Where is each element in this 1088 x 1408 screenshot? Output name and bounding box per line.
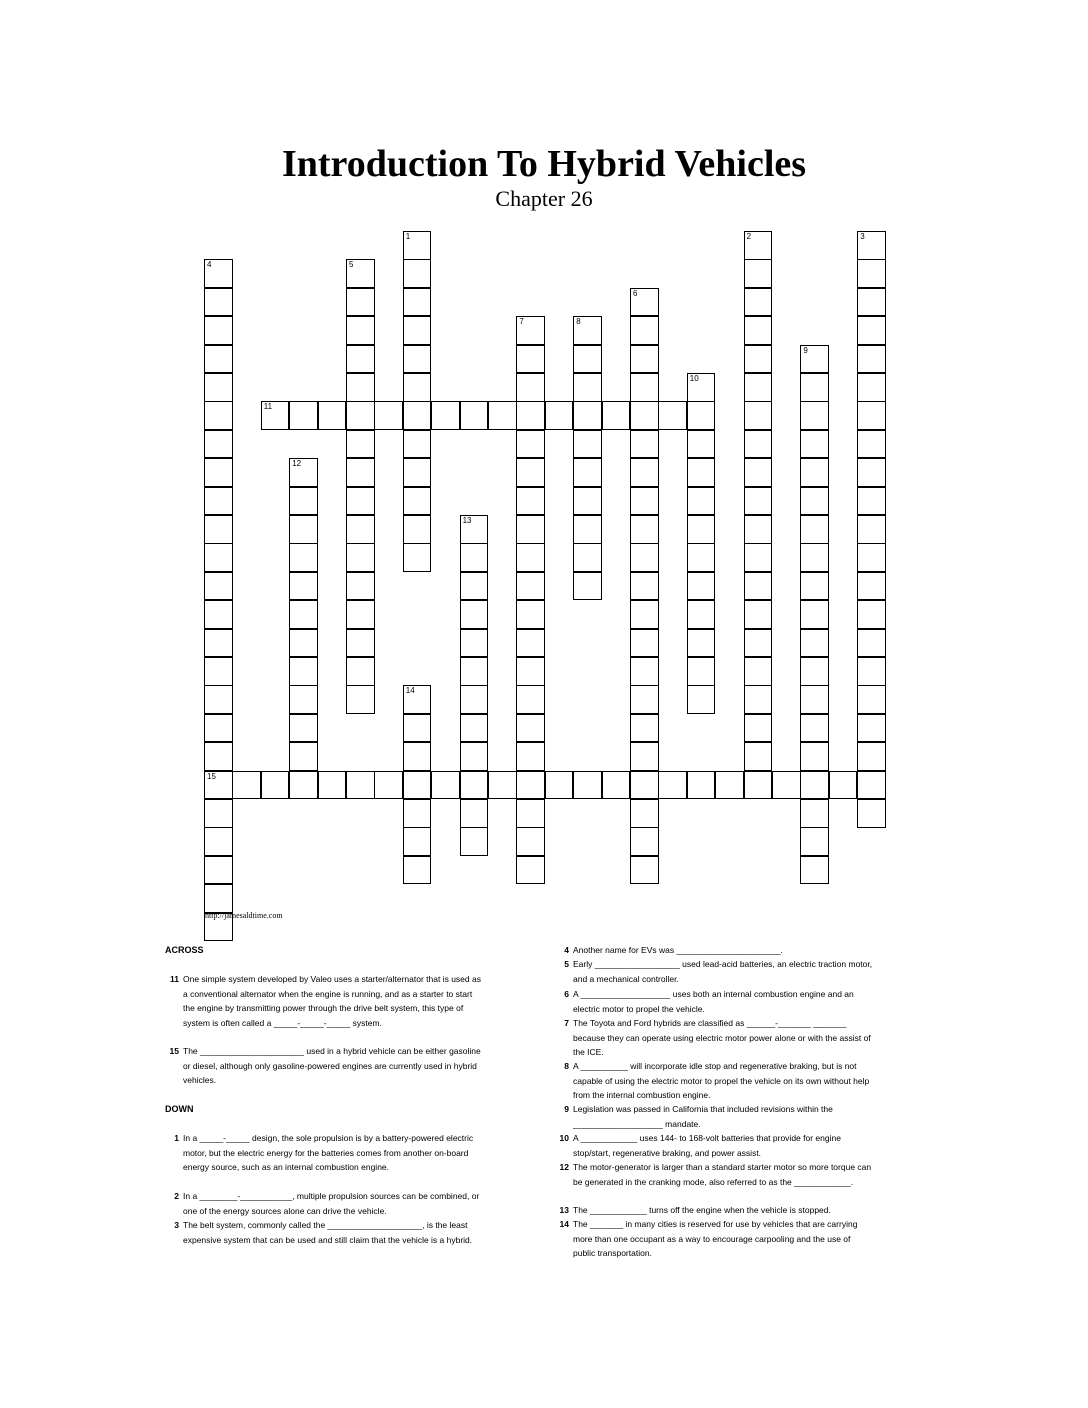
crossword-cell[interactable] bbox=[687, 657, 716, 686]
crossword-cell[interactable] bbox=[346, 657, 375, 686]
crossword-cell[interactable] bbox=[261, 401, 290, 430]
crossword-cell[interactable] bbox=[374, 771, 403, 800]
clue-number: 14 bbox=[559, 1219, 569, 1229]
crossword-cell[interactable] bbox=[460, 742, 489, 771]
cell-number: 5 bbox=[349, 260, 354, 270]
clue-down-2 bbox=[174, 1189, 483, 1218]
crossword-cell[interactable] bbox=[516, 827, 545, 856]
crossword-cell[interactable] bbox=[204, 771, 233, 800]
crossword-cell[interactable] bbox=[800, 629, 829, 658]
crossword-cell[interactable] bbox=[744, 515, 773, 544]
crossword-cell[interactable] bbox=[346, 487, 375, 516]
clue-down-1 bbox=[174, 1131, 483, 1175]
crossword-cell[interactable] bbox=[346, 430, 375, 459]
crossword-cell[interactable] bbox=[687, 458, 716, 487]
crossword-cell[interactable] bbox=[602, 771, 631, 800]
clue-down-14 bbox=[559, 1217, 873, 1261]
clue-number: 2 bbox=[174, 1191, 179, 1201]
crossword-cell[interactable] bbox=[800, 515, 829, 544]
crossword-cell[interactable] bbox=[857, 742, 886, 771]
crossword-cell[interactable] bbox=[630, 771, 659, 800]
crossword-cell[interactable] bbox=[204, 714, 233, 743]
crossword-cell[interactable] bbox=[857, 515, 886, 544]
crossword-cell[interactable] bbox=[431, 401, 460, 430]
crossword-cell[interactable] bbox=[289, 401, 318, 430]
source-website: http://jamesaldtime.com bbox=[205, 911, 283, 920]
clue-text: The motor-generator is larger than a standard starter motor so more torque can be generated in the cranking mode, also referred to as the ____________. bbox=[573, 1162, 872, 1187]
crossword-cell[interactable] bbox=[346, 572, 375, 601]
crossword-cell[interactable] bbox=[857, 458, 886, 487]
across-heading: ACROSS bbox=[165, 945, 204, 955]
crossword-cell[interactable] bbox=[346, 259, 375, 288]
crossword-cell[interactable] bbox=[630, 685, 659, 714]
crossword-cell[interactable] bbox=[374, 401, 403, 430]
crossword-cell[interactable] bbox=[516, 799, 545, 828]
crossword-cell[interactable] bbox=[516, 657, 545, 686]
crossword-cell[interactable] bbox=[744, 685, 773, 714]
crossword-cell[interactable] bbox=[744, 629, 773, 658]
crossword-cell[interactable] bbox=[744, 288, 773, 317]
crossword-cell[interactable] bbox=[460, 657, 489, 686]
crossword-cell[interactable] bbox=[289, 771, 318, 800]
crossword-cell[interactable] bbox=[857, 373, 886, 402]
clue-text: A __________ will incorporate idle stop and regenerative braking, but is not capable of using the electric motor to propel the vehicle on its own without help from the internal combustion engine. bbox=[573, 1061, 870, 1100]
crossword-cell[interactable] bbox=[573, 572, 602, 601]
cell-number: 12 bbox=[292, 459, 302, 469]
clue-number: 12 bbox=[559, 1162, 569, 1172]
clue-down-9 bbox=[564, 1102, 873, 1131]
crossword-cell[interactable] bbox=[204, 629, 233, 658]
crossword-cell[interactable] bbox=[346, 316, 375, 345]
crossword-cell[interactable] bbox=[744, 259, 773, 288]
crossword-cell[interactable] bbox=[573, 401, 602, 430]
crossword-cell[interactable] bbox=[800, 685, 829, 714]
crossword-cell[interactable] bbox=[346, 543, 375, 572]
crossword-cell[interactable] bbox=[744, 430, 773, 459]
crossword-cell[interactable] bbox=[630, 572, 659, 601]
crossword-cell[interactable] bbox=[403, 288, 432, 317]
crossword-cell[interactable] bbox=[800, 827, 829, 856]
crossword-cell[interactable] bbox=[687, 629, 716, 658]
crossword-cell[interactable] bbox=[289, 714, 318, 743]
crossword-cell[interactable] bbox=[289, 600, 318, 629]
crossword-cell[interactable] bbox=[403, 799, 432, 828]
crossword-cell[interactable] bbox=[630, 827, 659, 856]
clue-number: 9 bbox=[564, 1104, 569, 1114]
crossword-cell[interactable] bbox=[204, 600, 233, 629]
crossword-cell[interactable] bbox=[516, 629, 545, 658]
crossword-cell[interactable] bbox=[403, 856, 432, 885]
clue-across-15 bbox=[169, 1044, 483, 1088]
crossword-cell[interactable] bbox=[204, 856, 233, 885]
crossword-cell[interactable] bbox=[516, 714, 545, 743]
crossword-cell[interactable] bbox=[658, 771, 687, 800]
crossword-cell[interactable] bbox=[687, 572, 716, 601]
crossword-cell[interactable] bbox=[687, 487, 716, 516]
clue-text: The Toyota and Ford hybrids are classified as ______-_______ _______ because they can operate using electric motor power alone or with the assist of the ICE. bbox=[573, 1018, 871, 1057]
crossword-cell[interactable] bbox=[516, 856, 545, 885]
crossword-cell[interactable] bbox=[800, 856, 829, 885]
crossword-cell[interactable] bbox=[630, 657, 659, 686]
crossword-cell[interactable] bbox=[744, 657, 773, 686]
crossword-cell[interactable] bbox=[800, 600, 829, 629]
page-title: Introduction To Hybrid Vehicles bbox=[281, 143, 807, 185]
crossword-cell[interactable] bbox=[630, 430, 659, 459]
crossword-cell[interactable] bbox=[460, 543, 489, 572]
crossword-cell[interactable] bbox=[800, 742, 829, 771]
crossword-cell[interactable] bbox=[204, 288, 233, 317]
crossword-cell[interactable] bbox=[403, 345, 432, 374]
crossword-cell[interactable] bbox=[744, 458, 773, 487]
crossword-cell[interactable] bbox=[289, 657, 318, 686]
crossword-cell[interactable] bbox=[346, 458, 375, 487]
cell-number: 6 bbox=[633, 288, 638, 298]
crossword-cell[interactable] bbox=[800, 401, 829, 430]
crossword-cell[interactable] bbox=[460, 685, 489, 714]
crossword-cell[interactable] bbox=[687, 543, 716, 572]
crossword-cell[interactable] bbox=[857, 316, 886, 345]
crossword-cell[interactable] bbox=[403, 458, 432, 487]
crossword-cell[interactable] bbox=[630, 742, 659, 771]
crossword-cell[interactable] bbox=[289, 629, 318, 658]
crossword-cell[interactable] bbox=[232, 771, 261, 800]
crossword-cell[interactable] bbox=[630, 401, 659, 430]
crossword-cell[interactable] bbox=[204, 430, 233, 459]
crossword-cell[interactable] bbox=[516, 742, 545, 771]
crossword-cell[interactable] bbox=[630, 487, 659, 516]
crossword-cell[interactable] bbox=[204, 259, 233, 288]
crossword-cell[interactable] bbox=[857, 629, 886, 658]
clue-across-11 bbox=[170, 972, 483, 1030]
down-heading: DOWN bbox=[165, 1104, 194, 1114]
crossword-cell[interactable] bbox=[516, 316, 545, 345]
crossword-cell[interactable] bbox=[346, 771, 375, 800]
crossword-cell[interactable] bbox=[573, 316, 602, 345]
clue-number: 8 bbox=[564, 1061, 569, 1071]
crossword-cell[interactable] bbox=[403, 259, 432, 288]
crossword-cell[interactable] bbox=[289, 515, 318, 544]
crossword-cell[interactable] bbox=[403, 231, 432, 260]
crossword-cell[interactable] bbox=[630, 856, 659, 885]
crossword-cell[interactable] bbox=[204, 884, 233, 913]
crossword-cell[interactable] bbox=[289, 685, 318, 714]
clue-down-3 bbox=[174, 1218, 483, 1247]
crossword-cell[interactable] bbox=[289, 543, 318, 572]
crossword-cell[interactable] bbox=[715, 771, 744, 800]
crossword-cell[interactable] bbox=[204, 657, 233, 686]
clue-down-10 bbox=[559, 1131, 873, 1160]
clue-text: The belt system, commonly called the ____________________, is the least expensive system that can be used and still claim that the vehicle is a hybrid. bbox=[183, 1220, 473, 1245]
clue-text: In a _____-_____ design, the sole propulsion is by a battery-powered electric motor, but the electric energy for the batteries comes from another on-board energy source, such as an internal combustion engine. bbox=[183, 1133, 474, 1172]
crossword-cell[interactable] bbox=[800, 345, 829, 374]
crossword-cell[interactable] bbox=[744, 231, 773, 260]
crossword-cell[interactable] bbox=[516, 487, 545, 516]
crossword-cell[interactable] bbox=[800, 458, 829, 487]
crossword-cell[interactable] bbox=[630, 629, 659, 658]
crossword-cell[interactable] bbox=[687, 685, 716, 714]
crossword-cell[interactable] bbox=[289, 742, 318, 771]
crossword-cell[interactable] bbox=[403, 543, 432, 572]
cell-number: 4 bbox=[207, 260, 212, 270]
crossword-cell[interactable] bbox=[346, 515, 375, 544]
crossword-cell[interactable] bbox=[800, 657, 829, 686]
clue-number: 3 bbox=[174, 1220, 179, 1230]
clue-down-7 bbox=[564, 1016, 873, 1060]
crossword-cell[interactable] bbox=[460, 572, 489, 601]
crossword-cell[interactable] bbox=[460, 600, 489, 629]
cell-number: 8 bbox=[576, 317, 581, 327]
crossword-cell[interactable] bbox=[800, 572, 829, 601]
clue-number: 13 bbox=[559, 1205, 569, 1215]
crossword-cell[interactable] bbox=[403, 742, 432, 771]
crossword-cell[interactable] bbox=[687, 401, 716, 430]
crossword-cell[interactable] bbox=[403, 515, 432, 544]
clue-number: 11 bbox=[170, 974, 179, 984]
cell-number: 13 bbox=[462, 516, 472, 525]
clue-text: Legislation was passed in California that included revisions within the ___________________ mandate. bbox=[573, 1104, 833, 1129]
crossword-cell[interactable] bbox=[744, 316, 773, 345]
crossword-cell[interactable] bbox=[573, 373, 602, 402]
crossword-cell[interactable] bbox=[403, 771, 432, 800]
crossword-cell[interactable] bbox=[403, 487, 432, 516]
crossword-cell[interactable] bbox=[346, 685, 375, 714]
crossword-cell[interactable] bbox=[460, 799, 489, 828]
cell-number: 7 bbox=[519, 317, 524, 327]
crossword-cell[interactable] bbox=[516, 543, 545, 572]
crossword-cell[interactable] bbox=[800, 799, 829, 828]
crossword-cell[interactable] bbox=[857, 685, 886, 714]
crossword-cell[interactable] bbox=[204, 799, 233, 828]
crossword-cell[interactable] bbox=[744, 742, 773, 771]
crossword-cell[interactable] bbox=[800, 714, 829, 743]
crossword-cell[interactable] bbox=[460, 401, 489, 430]
crossword-cell[interactable] bbox=[630, 600, 659, 629]
crossword-cell[interactable] bbox=[744, 487, 773, 516]
crossword-cell[interactable] bbox=[744, 600, 773, 629]
clue-down-4 bbox=[564, 943, 873, 958]
crossword-cell[interactable] bbox=[744, 572, 773, 601]
crossword-cell[interactable] bbox=[460, 827, 489, 856]
crossword-cell[interactable] bbox=[744, 771, 773, 800]
crossword-cell[interactable] bbox=[204, 572, 233, 601]
crossword-cell[interactable] bbox=[516, 771, 545, 800]
page-subtitle: Chapter 26 bbox=[495, 186, 593, 211]
crossword-cell[interactable] bbox=[630, 345, 659, 374]
crossword-cell[interactable] bbox=[516, 572, 545, 601]
crossword-cell[interactable] bbox=[687, 771, 716, 800]
crossword-cell[interactable] bbox=[403, 373, 432, 402]
crossword-cell[interactable] bbox=[204, 543, 233, 572]
crossword-cell[interactable] bbox=[857, 430, 886, 459]
crossword-cell[interactable] bbox=[204, 316, 233, 345]
crossword-cell[interactable] bbox=[829, 771, 858, 800]
clue-number: 5 bbox=[564, 959, 569, 969]
crossword-cell[interactable] bbox=[318, 771, 347, 800]
clue-down-8 bbox=[564, 1059, 873, 1103]
crossword-cell[interactable] bbox=[573, 487, 602, 516]
crossword-cell[interactable] bbox=[516, 458, 545, 487]
crossword-cell[interactable] bbox=[857, 259, 886, 288]
crossword-cell[interactable] bbox=[460, 515, 489, 544]
crossword-cell[interactable] bbox=[800, 373, 829, 402]
crossword-cell[interactable] bbox=[800, 430, 829, 459]
crossword-cell[interactable] bbox=[744, 714, 773, 743]
clue-down-6 bbox=[564, 987, 873, 1016]
clue-down-5 bbox=[564, 957, 873, 986]
crossword-cell[interactable] bbox=[573, 515, 602, 544]
crossword-cell[interactable] bbox=[545, 401, 574, 430]
crossword-cell[interactable] bbox=[488, 401, 517, 430]
crossword-cell[interactable] bbox=[573, 345, 602, 374]
clue-text: A ____________ uses 144- to 168-volt batteries that provide for engine stop/start, regenerative braking, and power assist. bbox=[573, 1133, 841, 1158]
cell-number: 9 bbox=[803, 345, 808, 355]
crossword-cell[interactable] bbox=[204, 742, 233, 771]
crossword-cell[interactable] bbox=[800, 487, 829, 516]
crossword-cell[interactable] bbox=[289, 458, 318, 487]
clue-number: 1 bbox=[174, 1133, 179, 1143]
clue-number: 6 bbox=[564, 989, 569, 999]
crossword-cell[interactable] bbox=[630, 458, 659, 487]
crossword-cell[interactable] bbox=[630, 543, 659, 572]
crossword-cell[interactable] bbox=[687, 600, 716, 629]
clue-text: Another name for EVs was ______________________. bbox=[573, 945, 783, 955]
clue-text: The ______________________ used in a hybrid vehicle can be either gasoline or diesel, although only gasoline-powered engines are currently used in hybrid vehicles. bbox=[183, 1046, 481, 1085]
crossword-cell[interactable] bbox=[800, 771, 829, 800]
crossword-cell[interactable] bbox=[744, 345, 773, 374]
crossword-cell[interactable] bbox=[516, 515, 545, 544]
cell-number: 1 bbox=[405, 232, 411, 241]
clue-number: 4 bbox=[564, 945, 569, 955]
crossword-cell[interactable] bbox=[658, 401, 687, 430]
clue-text: In a ________-___________, multiple propulsion sources can be combined, or one of the energy sources alone can drive the vehicle. bbox=[183, 1191, 480, 1216]
crossword-cell[interactable] bbox=[516, 345, 545, 374]
crossword-cell[interactable] bbox=[744, 373, 773, 402]
crossword-cell[interactable] bbox=[857, 288, 886, 317]
crossword-cell[interactable] bbox=[346, 288, 375, 317]
cell-number: 15 bbox=[207, 771, 216, 781]
crossword-cell[interactable] bbox=[857, 600, 886, 629]
crossword-cell[interactable] bbox=[204, 827, 233, 856]
crossword-cell[interactable] bbox=[687, 515, 716, 544]
crossword-cell[interactable] bbox=[800, 543, 829, 572]
crossword-cell[interactable] bbox=[318, 401, 347, 430]
crossword-cell[interactable] bbox=[346, 401, 375, 430]
crossword-cell[interactable] bbox=[857, 771, 886, 800]
crossword-cell[interactable] bbox=[460, 629, 489, 658]
crossword-cell[interactable] bbox=[687, 430, 716, 459]
crossword-cell[interactable] bbox=[204, 458, 233, 487]
crossword-cell[interactable] bbox=[602, 401, 631, 430]
crossword-cell[interactable] bbox=[630, 373, 659, 402]
crossword-cell[interactable] bbox=[346, 345, 375, 374]
cell-number: 14 bbox=[405, 686, 415, 696]
clue-number: 7 bbox=[564, 1018, 569, 1028]
crossword-cell[interactable] bbox=[204, 685, 233, 714]
crossword-cell[interactable] bbox=[460, 771, 489, 800]
crossword-cell[interactable] bbox=[573, 458, 602, 487]
crossword-cell[interactable] bbox=[403, 827, 432, 856]
crossword-cell[interactable] bbox=[403, 316, 432, 345]
crossword-cell[interactable] bbox=[488, 771, 517, 800]
crossword-cell[interactable] bbox=[204, 487, 233, 516]
crossword-cell[interactable] bbox=[857, 345, 886, 374]
clue-text: The ____________ turns off the engine when the vehicle is stopped. bbox=[573, 1205, 831, 1215]
crossword-cell[interactable] bbox=[630, 316, 659, 345]
crossword-cell[interactable] bbox=[630, 799, 659, 828]
crossword-cell[interactable] bbox=[630, 714, 659, 743]
crossword-cell[interactable] bbox=[687, 373, 716, 402]
crossword-cell[interactable] bbox=[403, 401, 432, 430]
clue-number: 15 bbox=[169, 1046, 179, 1056]
cell-number: 2 bbox=[746, 232, 752, 241]
crossword-cell[interactable] bbox=[573, 771, 602, 800]
crossword-cell[interactable] bbox=[204, 515, 233, 544]
clue-text: A ___________________ uses both an internal combustion engine and an electric motor to propel the vehicle. bbox=[573, 989, 854, 1014]
crossword-cell[interactable] bbox=[516, 373, 545, 402]
clue-text: One simple system developed by Valeo uses a starter/alternator that is used as a conventional alternator when the engine is running, and as a starter to start the engine by transmitting power through the drive belt system, this type of system is often called a _____-_____-_____ system. bbox=[183, 974, 481, 1028]
crossword-cell[interactable] bbox=[431, 771, 460, 800]
crossword-cell[interactable] bbox=[403, 430, 432, 459]
crossword-cell[interactable] bbox=[857, 487, 886, 516]
crossword-cell[interactable] bbox=[573, 430, 602, 459]
clue-down-12 bbox=[559, 1160, 873, 1189]
crossword-cell[interactable] bbox=[516, 401, 545, 430]
crossword-cell[interactable] bbox=[630, 288, 659, 317]
crossword-cell[interactable] bbox=[744, 543, 773, 572]
clue-text: Early __________________ used lead-acid batteries, an electric traction motor, and a mechanical controller. bbox=[573, 959, 873, 984]
crossword-cell[interactable] bbox=[630, 515, 659, 544]
crossword-cell[interactable] bbox=[744, 401, 773, 430]
crossword-cell[interactable] bbox=[857, 401, 886, 430]
crossword-cell[interactable] bbox=[289, 487, 318, 516]
clue-number: 10 bbox=[559, 1133, 569, 1143]
crossword-cell[interactable] bbox=[460, 714, 489, 743]
crossword-cell[interactable] bbox=[857, 799, 886, 828]
crossword-cell[interactable] bbox=[516, 685, 545, 714]
clue-down-13 bbox=[559, 1203, 873, 1218]
crossword-cell[interactable] bbox=[204, 373, 233, 402]
crossword-cell[interactable] bbox=[204, 401, 233, 430]
crossword-cell[interactable] bbox=[346, 629, 375, 658]
clue-text: The _______ in many cities is reserved for use by vehicles that are carrying more than one occupant as a way to encourage carpooling and the use of public transportation. bbox=[573, 1219, 858, 1258]
crossword-cell[interactable] bbox=[857, 657, 886, 686]
crossword-cell[interactable] bbox=[346, 373, 375, 402]
crossword-cell[interactable] bbox=[857, 231, 886, 260]
crossword-cell[interactable] bbox=[403, 714, 432, 743]
crossword-cell[interactable] bbox=[289, 572, 318, 601]
crossword-cell[interactable] bbox=[772, 771, 801, 800]
crossword-cell[interactable] bbox=[857, 714, 886, 743]
crossword-cell[interactable] bbox=[545, 771, 574, 800]
cell-number: 11 bbox=[263, 402, 273, 412]
crossword-cell[interactable] bbox=[857, 572, 886, 601]
crossword-cell[interactable] bbox=[857, 543, 886, 572]
crossword-cell[interactable] bbox=[573, 543, 602, 572]
crossword-cell[interactable] bbox=[516, 600, 545, 629]
crossword-cell[interactable] bbox=[204, 345, 233, 374]
crossword-cell[interactable] bbox=[516, 430, 545, 459]
crossword-cell[interactable] bbox=[403, 685, 432, 714]
cell-number: 10 bbox=[689, 374, 699, 383]
cell-number: 3 bbox=[860, 232, 865, 241]
crossword-cell[interactable] bbox=[261, 771, 290, 800]
crossword-cell[interactable] bbox=[346, 600, 375, 629]
